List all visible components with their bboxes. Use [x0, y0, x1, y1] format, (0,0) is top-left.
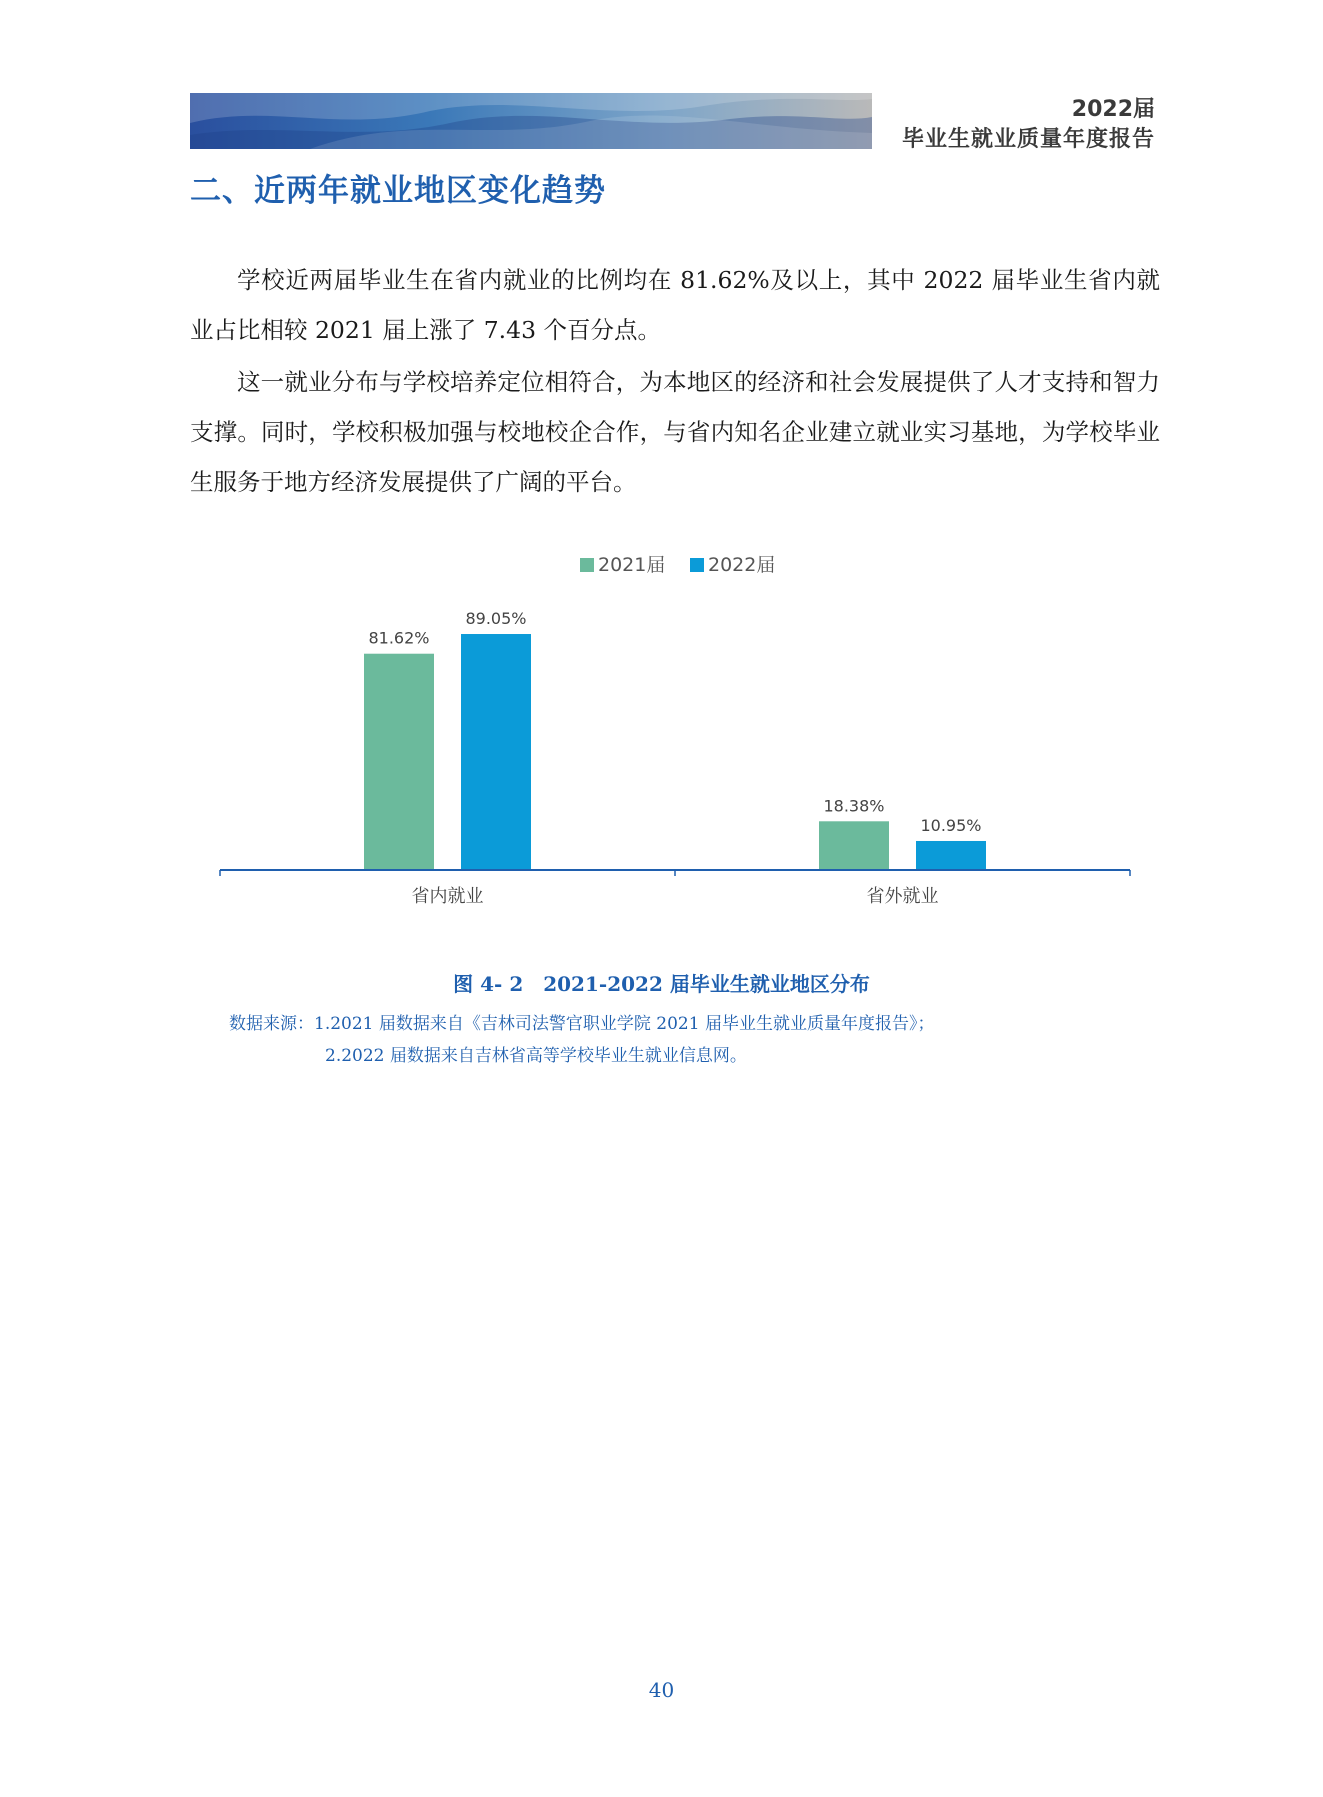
header-year: 2022届: [1071, 97, 1155, 122]
data-label-1-2: 89.05%: [465, 609, 527, 629]
legend-swatch-2: [690, 558, 704, 572]
legend-label-2: 2022届: [708, 554, 776, 576]
employment-region-bar-chart: [190, 530, 1140, 910]
banner-wave-graphic: [190, 93, 872, 149]
legend-swatch-1: [580, 558, 594, 572]
data-source-line-2: 2.2022 届数据来自吉林省高等学校毕业生就业信息网。: [325, 1046, 747, 1066]
data-source-line-1: 数据来源：1.2021 届数据来自《吉林司法警官职业学院 2021 届毕业生就业质量年度报告》；: [229, 1014, 935, 1034]
section-title: 二、近两年就业地区变化趋势: [190, 173, 606, 209]
header-title: 毕业生就业质量年度报告: [901, 127, 1155, 152]
bar-1-2: [461, 634, 531, 870]
bar-2-1: [819, 821, 889, 870]
data-label-2-2: 10.95%: [920, 815, 982, 835]
bar-1-1: [364, 654, 434, 870]
page-number: 40: [648, 1678, 675, 1702]
figure-caption: 图 4- 2 2021-2022 届毕业生就业地区分布: [453, 972, 870, 996]
category-label-1: 省内就业: [411, 886, 484, 907]
category-label-2: 省外就业: [866, 886, 939, 907]
paragraph-2: 这一就业分布与学校培养定位相符合，为本地区的经济和社会发展提供了人才支持和智力支撑。同时，学校积极加强与校地校企合作，与省内知名企业建立就业实习基地，为学校毕业生服务于地方经济发展提供了广阔的平台。: [190, 368, 1160, 496]
data-label-2-1: 18.38%: [823, 796, 885, 816]
legend-label-1: 2021届: [598, 554, 666, 576]
paragraph-1: 学校近两届毕业生在省内就业的比例均在 81.62%及以上，其中 2022 届毕业生省内就业占比相较 2021 届上涨了 7.43 个百分点。: [190, 266, 1160, 344]
bar-2-2: [916, 841, 986, 870]
data-label-1-1: 81.62%: [368, 628, 430, 648]
data-source-note: [229, 1008, 934, 1072]
header-banner: [190, 93, 872, 149]
